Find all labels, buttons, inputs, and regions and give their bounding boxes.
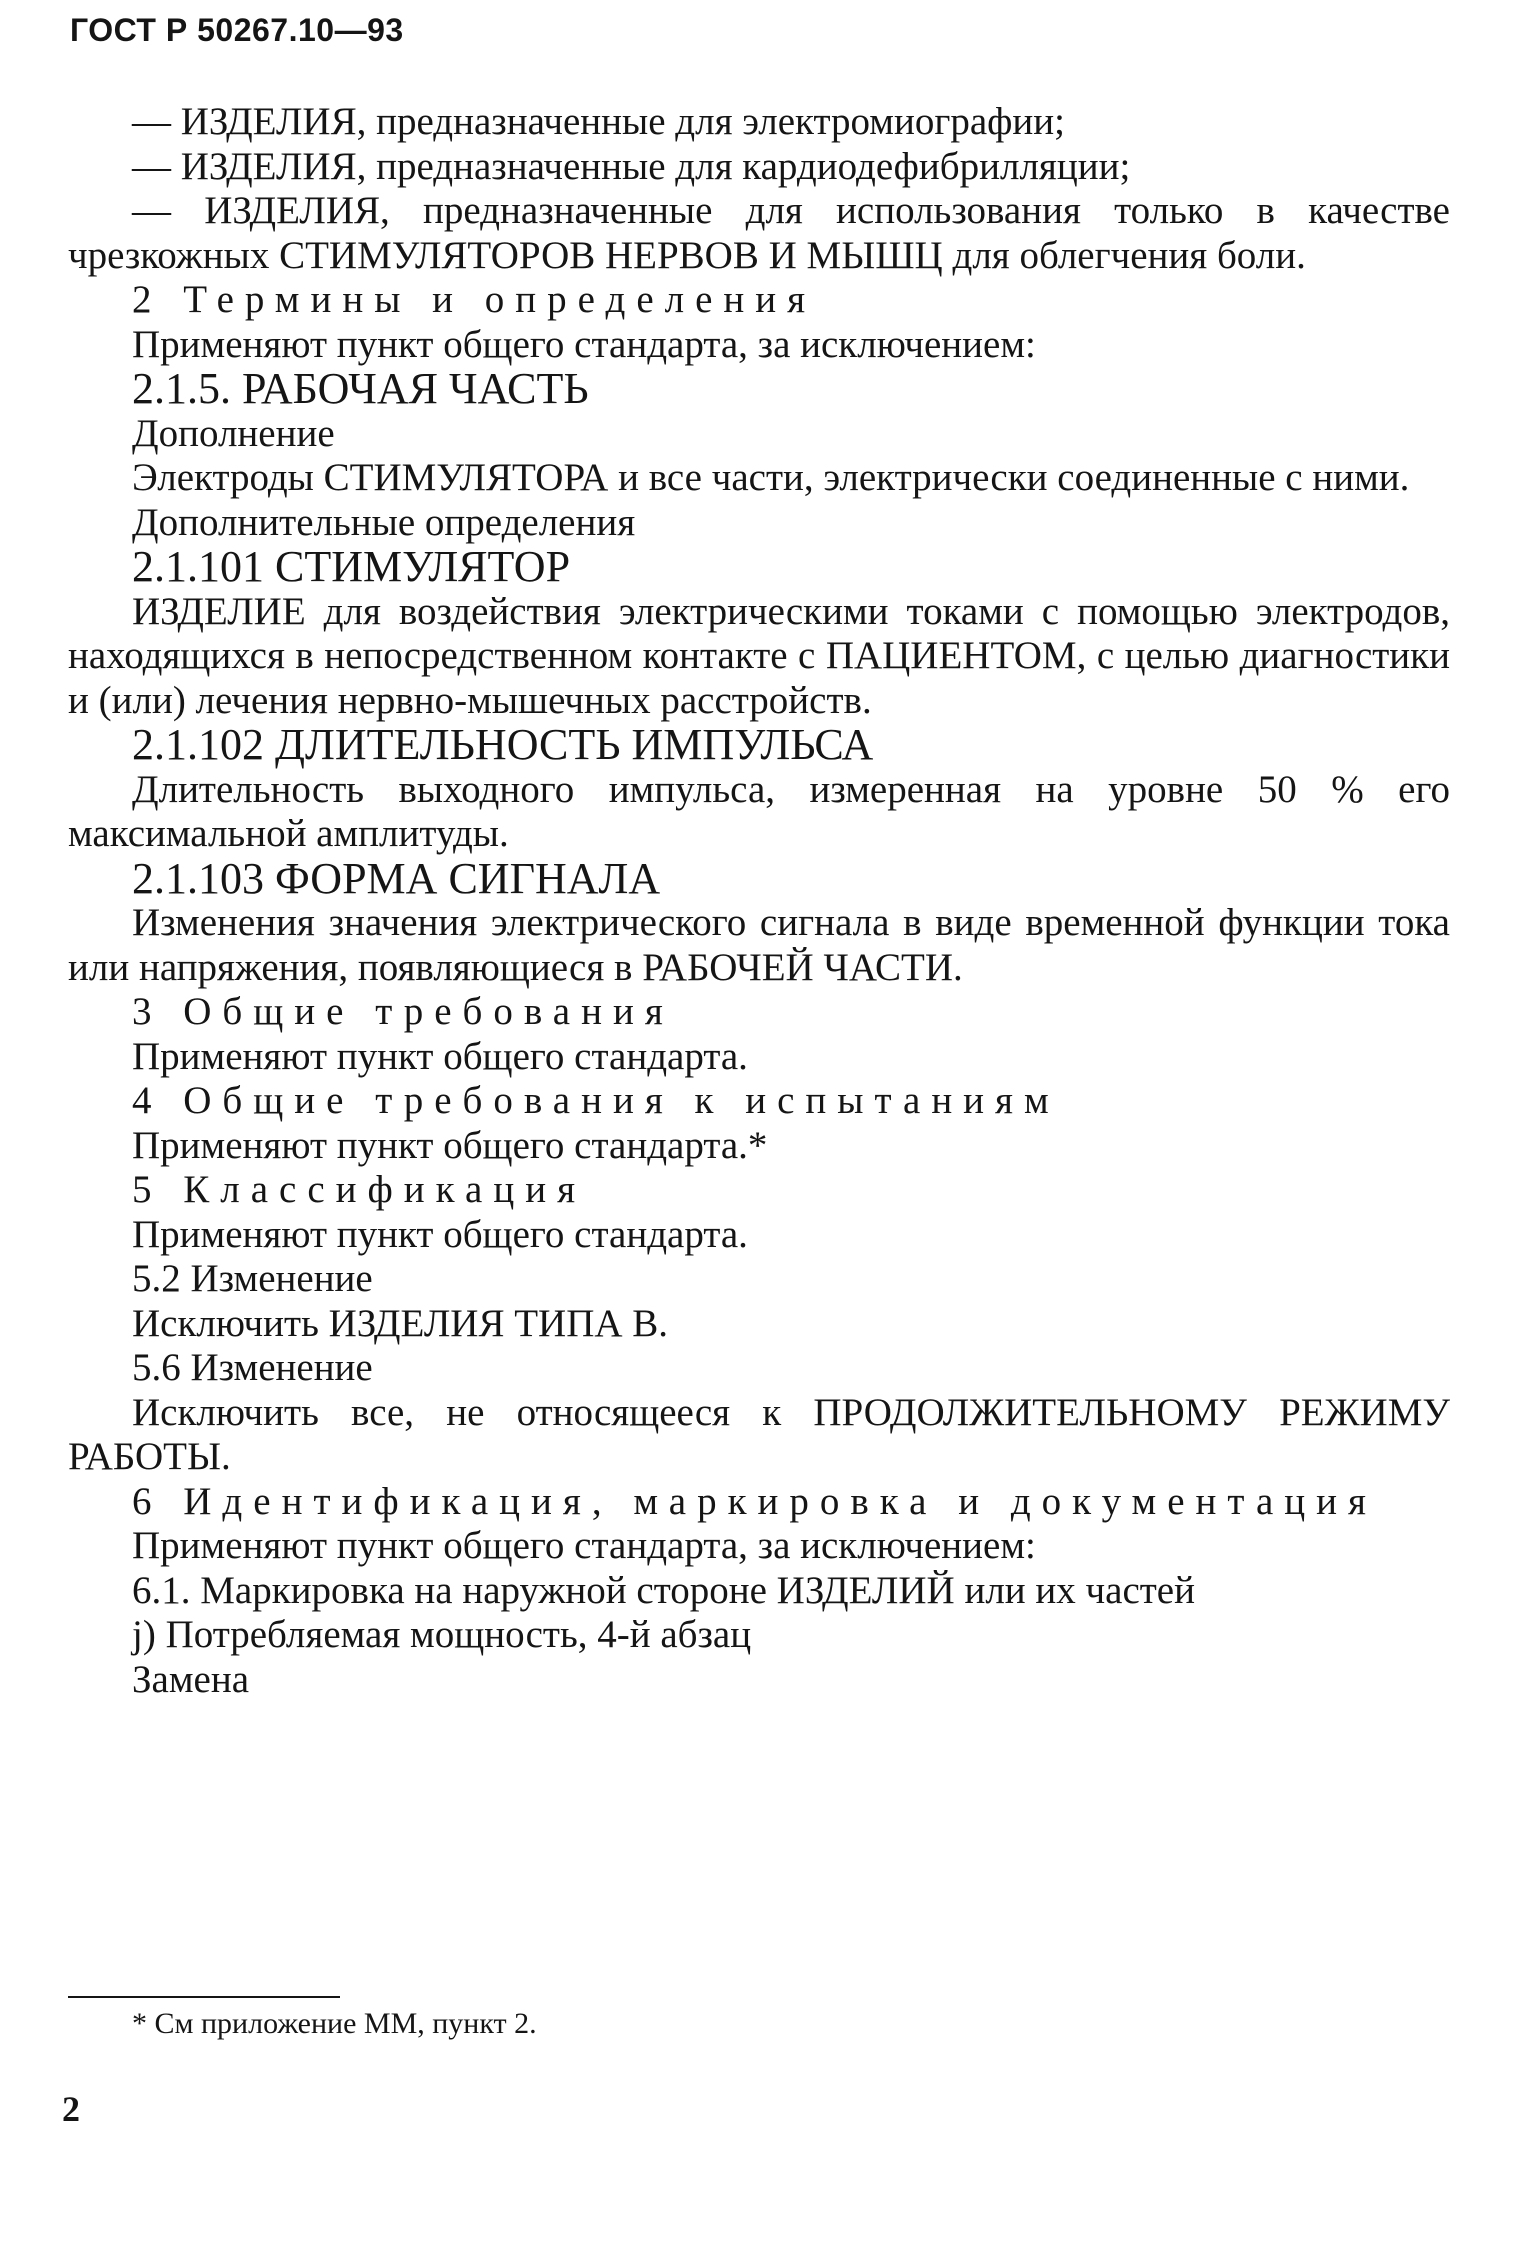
document-body [68, 100, 1450, 1702]
section-4-text: Применяют пункт общего стандарта.* [132, 1123, 768, 1167]
section-5-6-heading: 5.6 Изменение [132, 1346, 373, 1389]
replacement-label: Замена [132, 1657, 250, 1701]
section-2-1-5-text: Электроды СТИМУЛЯТОРА и все части, электрически соединенные с ними. [132, 456, 1410, 499]
section-2-1-5-heading: 2.1.5. РАБОЧАЯ ЧАСТЬ [132, 364, 589, 413]
page-number: 2 [62, 2089, 80, 2129]
section-5-heading: 5 Классификация [132, 1168, 587, 1211]
section-2-1-101-heading: 2.1.101 СТИМУЛЯТОР [132, 542, 571, 591]
section-4-heading: 4 Общие требования к испытаниям [132, 1079, 1060, 1122]
section-6-1-text: 6.1. Маркировка на наружной стороне ИЗДЕЛИЙ или их частей [132, 1568, 1195, 1612]
document-header: ГОСТ Р 50267.10—93 [70, 12, 404, 48]
section-2-1-5-subheading: Дополнение [132, 411, 335, 455]
section-2-1-103-text: Изменения значения электрического сигнала в виде временной функции тока или напряжения, появляющиеся в РАБОЧЕЙ ЧАСТИ. [68, 901, 1450, 989]
section-6-heading: 6 Идентификация, маркировка и документация [132, 1479, 1377, 1523]
section-3-text: Применяют пункт общего стандарта. [132, 1034, 748, 1078]
section-5-2-heading: 5.2 Изменение [132, 1257, 373, 1300]
section-2-1-102-text: Длительность выходного импульса, измеренная на уровне 50 % его максимальной амплитуды. [68, 767, 1450, 855]
section-2-heading: 2 Термины и определения [132, 278, 817, 321]
section-2-1-102-heading: 2.1.102 ДЛИТЕЛЬНОСТЬ ИМПУЛЬСА [132, 720, 874, 769]
additional-definitions: Дополнительные определения [132, 500, 636, 544]
section-5-text: Применяют пункт общего стандарта. [132, 1212, 748, 1256]
section-2-1-101-text: ИЗДЕЛИЕ для воздействия электрическими токами с помощью электродов, находящихся в непосредственном контакте с ПАЦИЕНТОМ, с целью диагностики и (или) лечения нервно-мышечных расстройств. [68, 589, 1450, 722]
section-5-6-text: Исключить все, не относящееся к ПРОДОЛЖИТЕЛЬНОМУ РЕЖИМУ РАБОТЫ. [68, 1390, 1450, 1478]
section-6-text: Применяют пункт общего стандарта, за исключением: [132, 1524, 1036, 1567]
footnote: * См приложение ММ, пункт 2. [132, 2007, 537, 2040]
item-j-text: j) Потребляемая мощность, 4-й абзац [132, 1613, 752, 1656]
list-item-defibrillation: — ИЗДЕЛИЯ, предназначенные для кардиодефибрилляции; [132, 144, 1131, 188]
section-2-1-103-heading: 2.1.103 ФОРМА СИГНАЛА [132, 853, 661, 903]
section-3-heading: 3 Общие требования [132, 990, 674, 1033]
section-5-2-text: Исключить ИЗДЕЛИЯ ТИПА В. [132, 1301, 669, 1345]
section-2-text: Применяют пункт общего стандарта, за исключением: [132, 322, 1036, 366]
footnote-divider [68, 1996, 340, 1998]
list-item-stimulators: — ИЗДЕЛИЯ, предназначенные для использования только в качестве чрезкожных СТИМУЛЯТОРОВ НЕРВОВ И МЫШЦ для облегчения боли. [68, 189, 1450, 277]
list-item-emg: — ИЗДЕЛИЯ, предназначенные для электромиографии; [132, 100, 1065, 143]
